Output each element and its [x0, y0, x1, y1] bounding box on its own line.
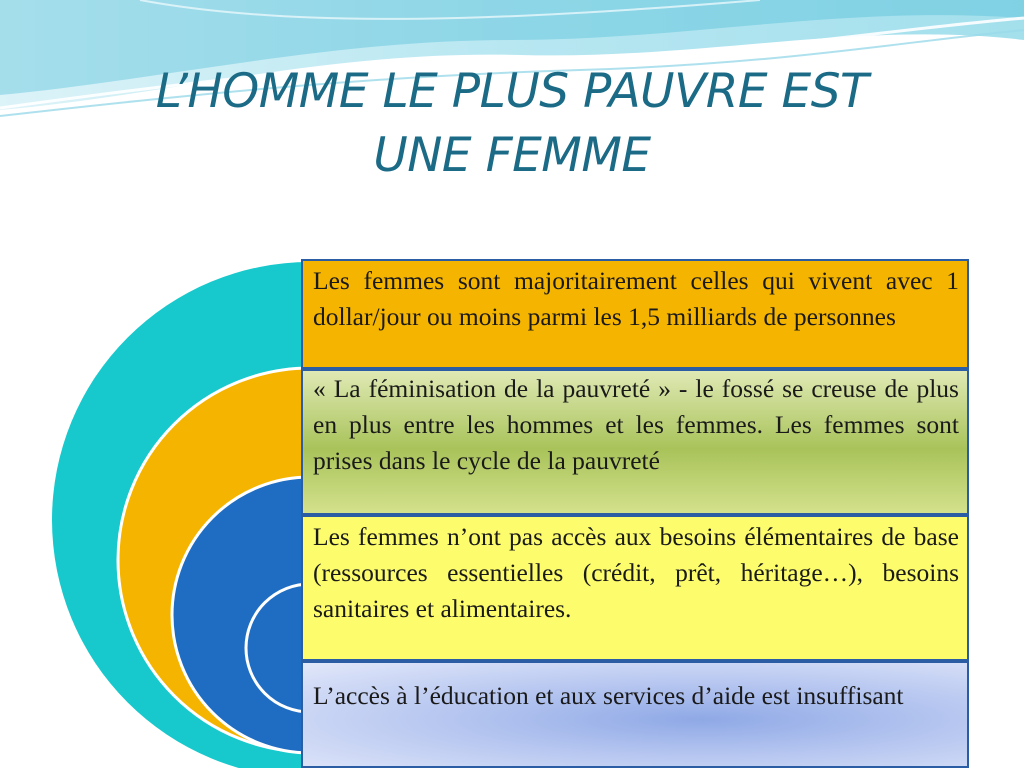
title-line-1: L’HOMME LE PLUS PAUVRE EST — [155, 64, 869, 119]
text-box-3: Les femmes n’ont pas accès aux besoins élémentaires de base (ressources essentielles (crédit, prêt, héritage…), besoins sanitaires et alimentaires. — [301, 515, 969, 661]
text-box-4: L’accès à l’éducation et aux services d’aide est insuffisant — [301, 661, 969, 768]
text-box-1: Les femmes sont majoritairement celles qui vivent avec 1 dollar/jour ou moins parmi les 1,5 milliards de personnes — [301, 259, 969, 369]
title-line-2: UNE FEMME — [373, 128, 651, 183]
text-box-2: « La féminisation de la pauvreté » - le fossé se creuse de plus en plus entre les hommes et les femmes. Les femmes sont prises dans le cycle de la pauvreté — [301, 369, 969, 515]
